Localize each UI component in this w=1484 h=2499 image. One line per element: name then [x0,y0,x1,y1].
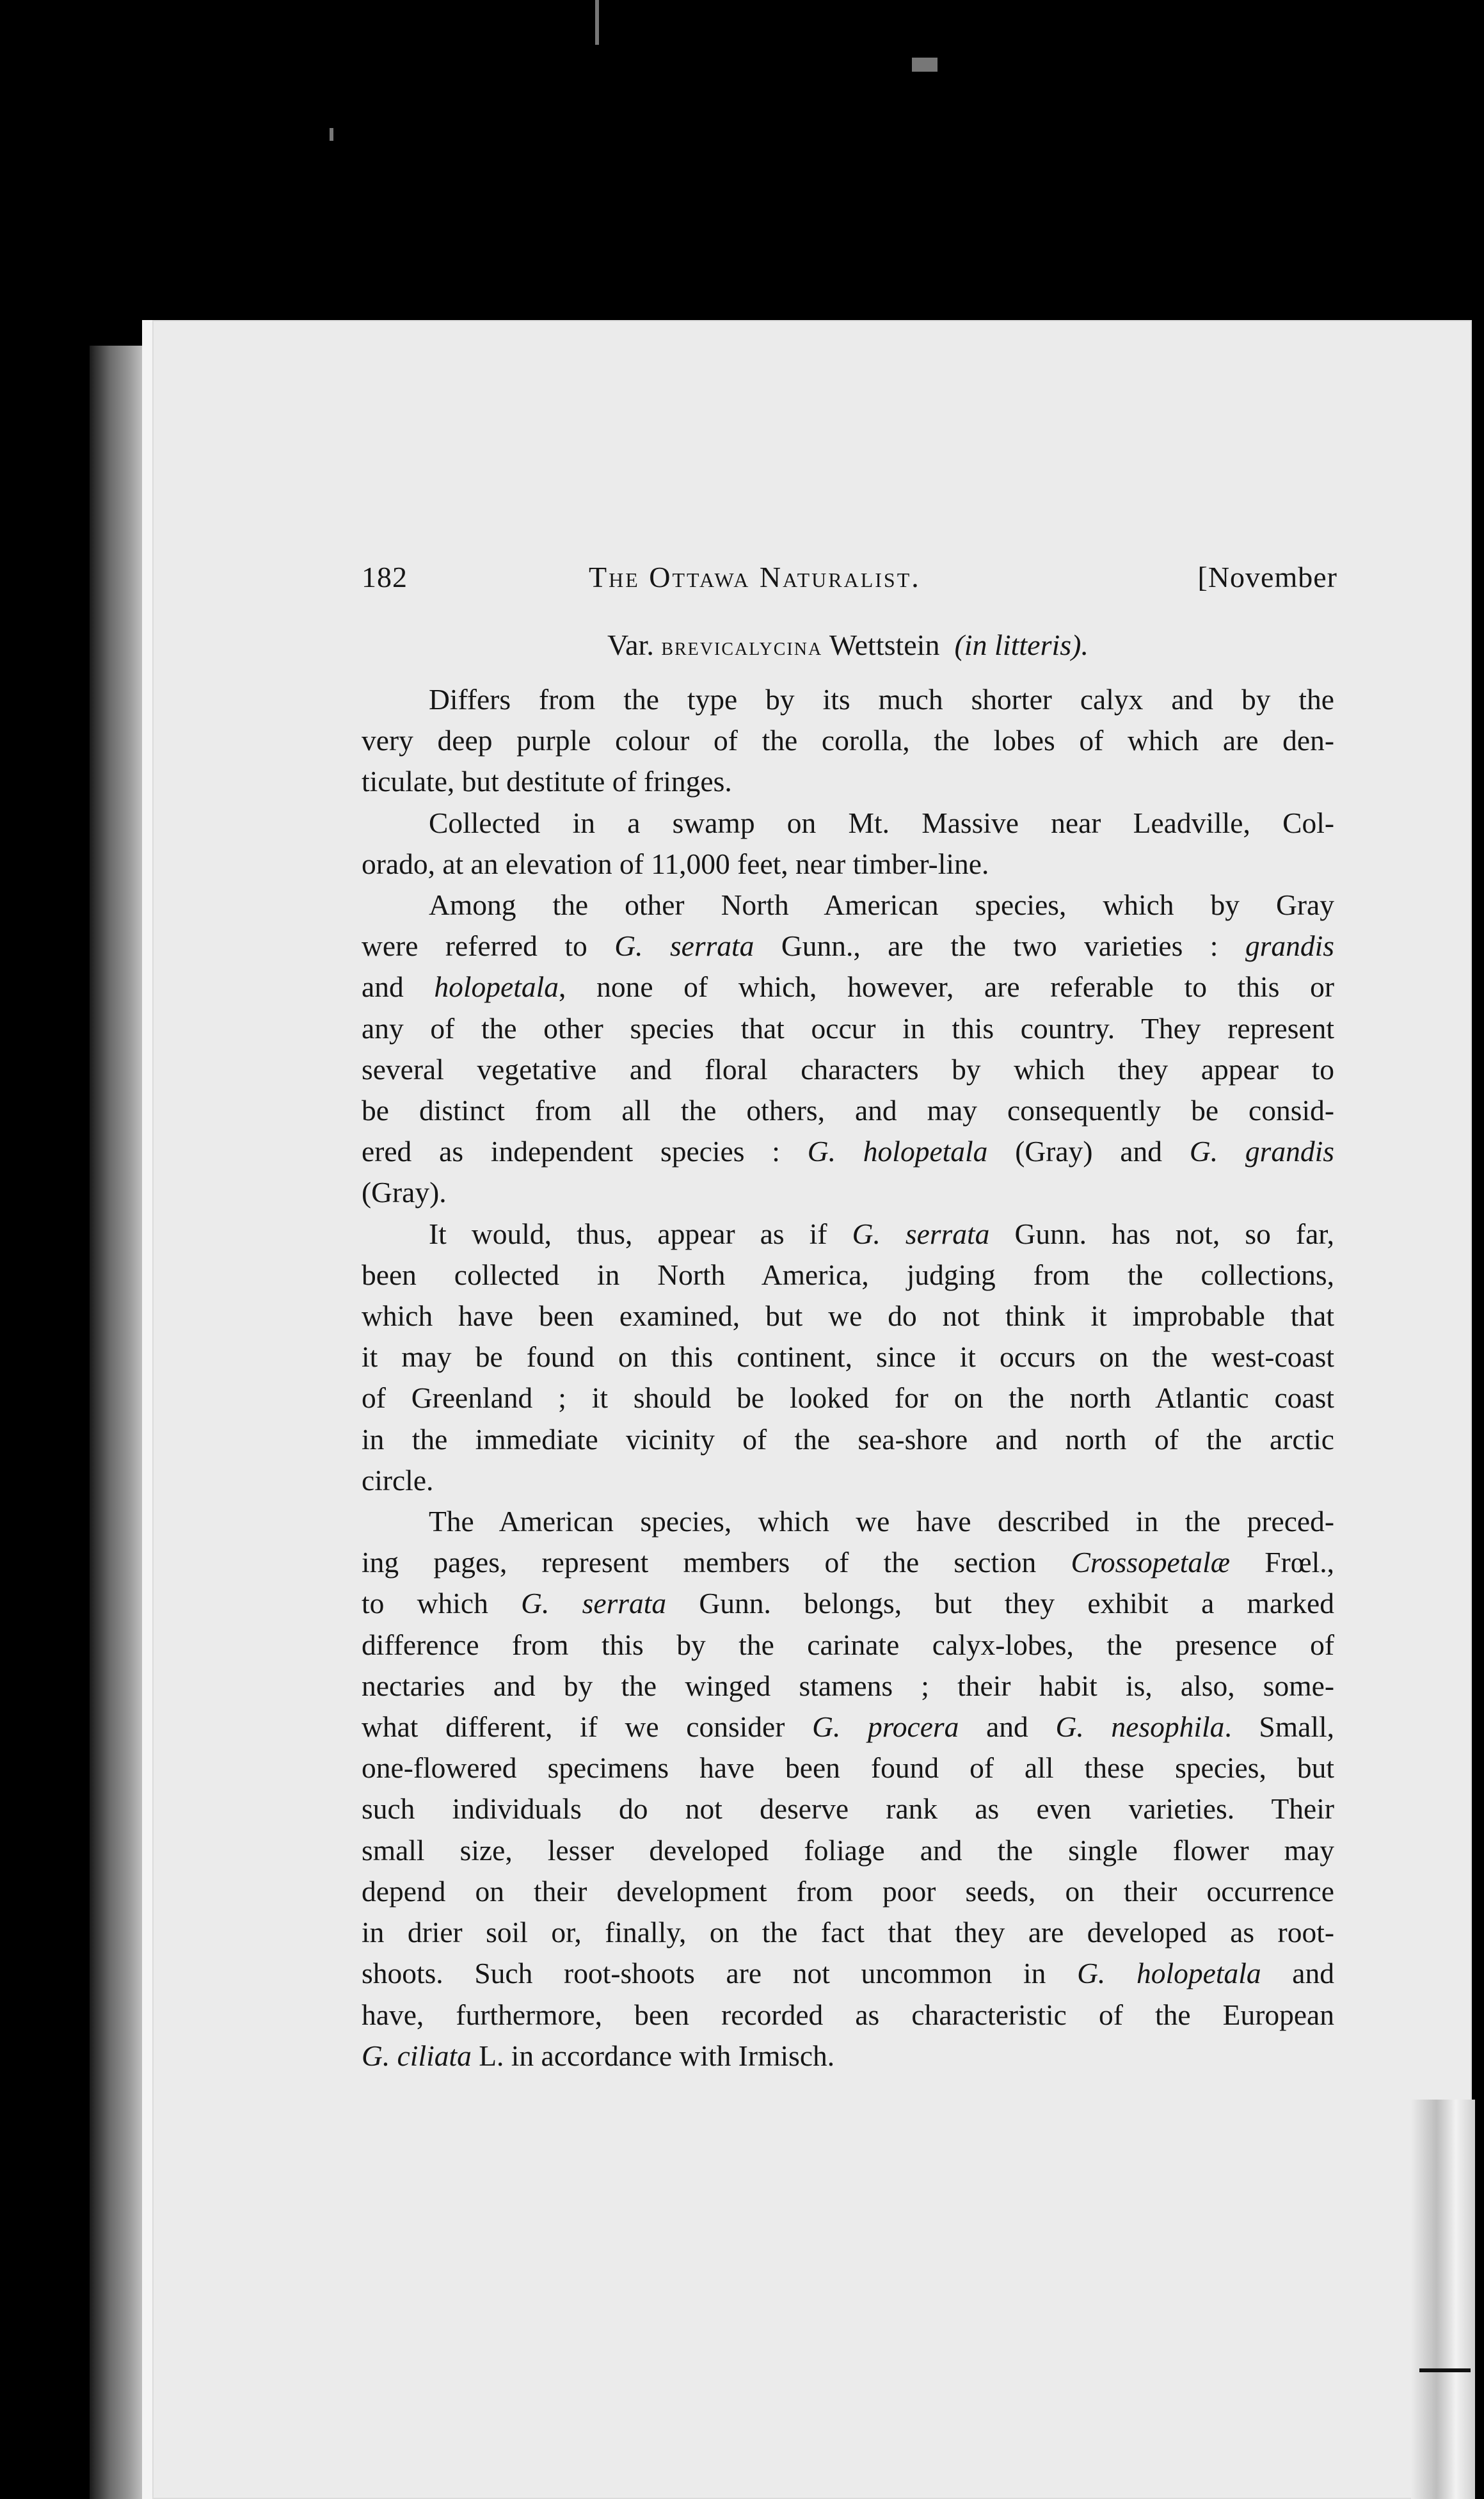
paragraph-line: ticulate, but destitute of fringes. [362,765,732,798]
paragraph-line: ered as independent species : G. holopetala (Gray) and G. grandis [362,1135,1334,1168]
paragraph-line: it may be found on this continent, since it occurs on the west-coast [362,1340,1334,1374]
issue-month: [November [1197,561,1337,593]
scan-artifact [595,0,599,45]
paragraph-line: one-flowered specimens have been found of all these species, but [362,1751,1334,1785]
paragraph-1 [362,679,1334,803]
paragraph-line: and holopetala, none of which, however, are referable to this or [362,970,1335,1004]
paragraph-line: orado, at an elevation of 11,000 feet, near timber-line. [362,847,989,880]
page-content [362,541,1337,2077]
variety-heading [362,627,1334,665]
paragraph-line: Collected in a swamp on Mt. Massive near Leadville, Col- [429,806,1334,839]
scan-right-edge-line [1419,2368,1471,2372]
page-number: 182 [362,561,408,593]
paragraph-line: several vegetative and floral characters by which they appear to [362,1052,1334,1086]
paragraph-line: Differs from the type by its much shorter calyx and by the [429,683,1334,716]
paragraph-line: circle. [362,1463,434,1497]
paragraph-line: small size, lesser developed foliage and the single flower may [362,1833,1334,1867]
running-header [362,541,1337,599]
variety-authority: Wettstein [829,629,940,661]
paragraph-line: depend on their development from poor seeds, on their occurrence [362,1874,1334,1908]
paragraph-line: be distinct from all the others, and may consequently be consid- [362,1094,1334,1127]
taxon-name: G. serrata [852,1217,990,1250]
taxon-name: G. holopetala [1077,1957,1261,1990]
scan-left-edge [90,346,147,2499]
variety-note: (in litteris). [954,629,1089,661]
scan-right-edge [1411,2100,1475,2499]
taxon-name: holopetala [434,970,559,1004]
paragraph-line: very deep purple colour of the corolla, the lobes of which are den- [362,724,1334,757]
paragraph-line: G. ciliata L. in accordance with Irmisch. [362,2039,835,2072]
taxon-name: G. holopetala [807,1135,988,1168]
taxon-name: G. ciliata [362,2039,472,2072]
paragraph-line: ing pages, represent members of the section Crossopetalæ Frœl., [362,1546,1334,1579]
paragraph-line: of Greenland ; it should be looked for on the north Atlantic coast [362,1381,1334,1415]
variety-name: brevicalycina [661,632,823,661]
paragraph-line: difference from this by the carinate calyx-lobes, the presence of [362,1628,1334,1661]
scan-artifact [912,58,937,72]
paragraph-line: in the immediate vicinity of the sea-shore and north of the arctic [362,1422,1334,1456]
paragraph-line: Among the other North American species, which by Gray [429,888,1334,922]
paragraph-line: were referred to G. serrata Gunn., are the two varieties : grandis [362,929,1334,963]
paragraph-line: It would, thus, appear as if G. serrata Gunn. has not, so far, [429,1217,1334,1250]
taxon-name: G. nesophila [1055,1710,1225,1744]
taxon-name: grandis [1245,929,1334,963]
paragraph-line: been collected in North America, judging from the collections, [362,1258,1334,1291]
paragraph-line: in drier soil or, finally, on the fact that they are developed as root- [362,1916,1334,1949]
paragraph-4 [362,1214,1334,1501]
paragraph-line: The American species, which we have described in the preced- [429,1505,1334,1538]
variety-prefix: Var. [607,629,654,661]
taxon-name: G. grandis [1189,1135,1334,1168]
paragraph-line: shoots. Such root-shoots are not uncommon in G. holopetala and [362,1957,1334,1990]
paragraph-line: which have been examined, but we do not think it improbable that [362,1299,1334,1333]
paragraph-line: (Gray). [362,1176,447,1209]
paragraph-2 [362,803,1334,885]
scan-artifact [330,128,333,141]
paragraph-line: what different, if we consider G. procera and G. nesophila. Small, [362,1710,1334,1744]
paragraph-line: nectaries and by the winged stamens ; their habit is, also, some- [362,1669,1334,1702]
taxon-name: G. procera [812,1710,959,1744]
paragraph-5 [362,1501,1334,2077]
journal-title: The Ottawa Naturalist. [589,561,921,593]
paragraph-line: any of the other species that occur in this country. They represent [362,1011,1334,1045]
taxon-name: G. serrata [614,929,754,963]
taxon-name: G. serrata [521,1587,667,1620]
paragraph-3 [362,885,1334,1214]
paragraph-line: such individuals do not deserve rank as even varieties. Their [362,1792,1334,1826]
paragraph-line: have, furthermore, been recorded as characteristic of the European [362,1998,1334,2031]
paragraph-line: to which G. serrata Gunn. belongs, but they exhibit a marked [362,1587,1334,1620]
taxon-name: Crossopetalæ [1071,1546,1231,1579]
